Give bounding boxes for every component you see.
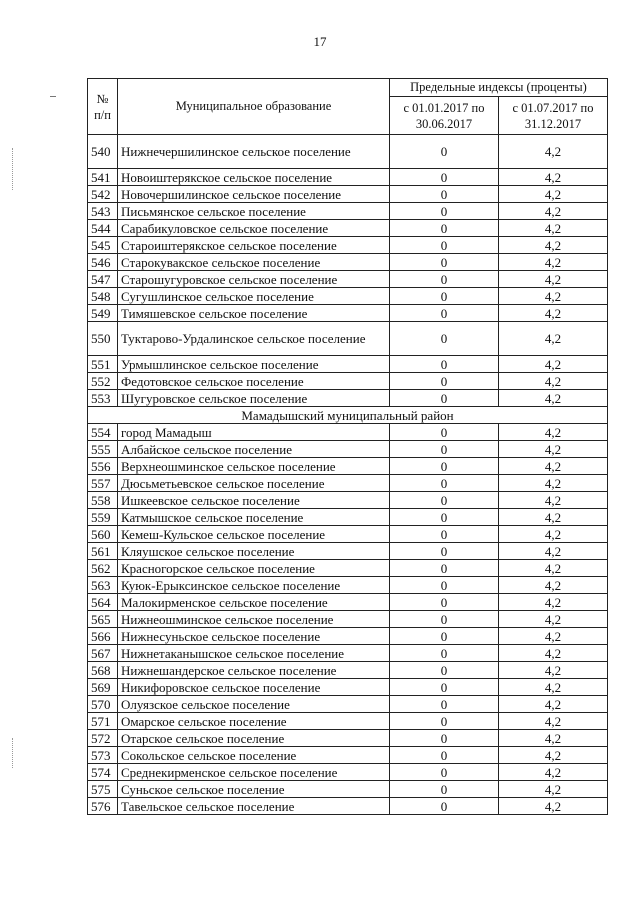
- municipality-name: Старокувакское сельское поселение: [118, 254, 390, 271]
- table-row: [88, 390, 608, 407]
- row-number: 576: [88, 798, 118, 815]
- municipality-name: Шугуровское сельское поселение: [118, 390, 390, 407]
- header-number: [88, 79, 118, 135]
- index-period-1: 0: [390, 135, 499, 169]
- table-row: [88, 730, 608, 747]
- margin-dots: [12, 738, 15, 768]
- table-row: [88, 169, 608, 186]
- table-row: [88, 577, 608, 594]
- index-period-2: 4,2: [499, 322, 608, 356]
- header-limit-indices: Предельные индексы (проценты): [390, 79, 608, 97]
- municipality-name: Красногорское сельское поселение: [118, 560, 390, 577]
- municipality-name: Катмышское сельское поселение: [118, 509, 390, 526]
- table-row: [88, 186, 608, 203]
- municipality-name: Новочершилинское сельское поселение: [118, 186, 390, 203]
- row-number: 565: [88, 611, 118, 628]
- index-period-1: 0: [390, 220, 499, 237]
- index-period-2: 4,2: [499, 747, 608, 764]
- table-row: [88, 135, 608, 169]
- index-period-1: 0: [390, 271, 499, 288]
- row-number: 572: [88, 730, 118, 747]
- indices-table: [87, 78, 608, 815]
- index-period-1: 0: [390, 679, 499, 696]
- municipality-name: Омарское сельское поселение: [118, 713, 390, 730]
- index-period-1: 0: [390, 492, 499, 509]
- table-row: [88, 305, 608, 322]
- row-number: 544: [88, 220, 118, 237]
- table-row: [88, 373, 608, 390]
- municipality-name: Тимяшевское сельское поселение: [118, 305, 390, 322]
- table-row: [88, 662, 608, 679]
- index-period-1: 0: [390, 373, 499, 390]
- table-row: [88, 679, 608, 696]
- row-number: 557: [88, 475, 118, 492]
- index-period-1: 0: [390, 730, 499, 747]
- index-period-2: 4,2: [499, 594, 608, 611]
- table-row: [88, 628, 608, 645]
- row-number: 566: [88, 628, 118, 645]
- index-period-2: 4,2: [499, 475, 608, 492]
- page-number: 17: [313, 34, 327, 49]
- municipality-name: Нижнечершилинское сельское поселение: [118, 135, 390, 169]
- municipality-name: Новоиштерякское сельское поселение: [118, 169, 390, 186]
- row-number: 552: [88, 373, 118, 390]
- municipality-name: Кляушское сельское поселение: [118, 543, 390, 560]
- table-row: [88, 713, 608, 730]
- index-period-2: 4,2: [499, 679, 608, 696]
- index-period-2: 4,2: [499, 186, 608, 203]
- municipality-name: Олуязское сельское поселение: [118, 696, 390, 713]
- row-number: 543: [88, 203, 118, 220]
- index-period-1: 0: [390, 526, 499, 543]
- municipality-name: Отарское сельское поселение: [118, 730, 390, 747]
- municipality-name: Урмышлинское сельское поселение: [118, 356, 390, 373]
- municipality-name: Никифоровское сельское поселение: [118, 679, 390, 696]
- index-period-2: 4,2: [499, 628, 608, 645]
- table-row: [88, 543, 608, 560]
- table-row: [88, 492, 608, 509]
- index-period-1: 0: [390, 237, 499, 254]
- index-period-2: 4,2: [499, 645, 608, 662]
- table-row: [88, 764, 608, 781]
- header-number-text: № п/п: [94, 91, 111, 122]
- table-row: [88, 798, 608, 815]
- index-period-1: 0: [390, 577, 499, 594]
- header-period-1-text: с 01.01.2017 по 30.06.2017: [403, 100, 485, 131]
- index-period-1: 0: [390, 696, 499, 713]
- index-period-1: 0: [390, 254, 499, 271]
- margin-dots: [12, 148, 15, 190]
- index-period-2: 4,2: [499, 509, 608, 526]
- row-number: 549: [88, 305, 118, 322]
- table-row: [88, 220, 608, 237]
- table-row: [88, 203, 608, 220]
- row-number: 568: [88, 662, 118, 679]
- index-period-1: 0: [390, 390, 499, 407]
- row-number: 548: [88, 288, 118, 305]
- municipality-name: Федотовское сельское поселение: [118, 373, 390, 390]
- table-body-after: [88, 424, 608, 815]
- table-row: [88, 696, 608, 713]
- table-row: [88, 645, 608, 662]
- table-row: [88, 237, 608, 254]
- index-period-2: 4,2: [499, 543, 608, 560]
- index-period-2: 4,2: [499, 220, 608, 237]
- municipality-name: Албайское сельское поселение: [118, 441, 390, 458]
- district-row: [88, 407, 608, 424]
- index-period-2: 4,2: [499, 458, 608, 475]
- municipality-name: Верхнеошминское сельское поселение: [118, 458, 390, 475]
- index-period-2: 4,2: [499, 696, 608, 713]
- municipality-name: Дюсьметьевское сельское поселение: [118, 475, 390, 492]
- table-row: [88, 288, 608, 305]
- district-title: Мамадышский муниципальный район: [88, 407, 608, 424]
- district-section: [88, 407, 608, 424]
- index-period-1: 0: [390, 305, 499, 322]
- row-number: 554: [88, 424, 118, 441]
- margin-mark: [50, 96, 56, 97]
- row-number: 542: [88, 186, 118, 203]
- index-period-2: 4,2: [499, 441, 608, 458]
- table-row: [88, 526, 608, 543]
- index-period-2: 4,2: [499, 526, 608, 543]
- index-period-1: 0: [390, 458, 499, 475]
- table-row: [88, 781, 608, 798]
- index-period-1: 0: [390, 203, 499, 220]
- index-period-2: 4,2: [499, 492, 608, 509]
- header-municipality: Муниципальное образование: [118, 79, 390, 135]
- table-body-before: [88, 135, 608, 407]
- municipality-name: Среднекирменское сельское поселение: [118, 764, 390, 781]
- index-period-2: 4,2: [499, 764, 608, 781]
- municipality-name: Нижнешандерское сельское поселение: [118, 662, 390, 679]
- municipality-name: Нижнетаканышское сельское поселение: [118, 645, 390, 662]
- table-row: [88, 424, 608, 441]
- index-period-1: 0: [390, 424, 499, 441]
- row-number: 573: [88, 747, 118, 764]
- row-number: 561: [88, 543, 118, 560]
- row-number: 547: [88, 271, 118, 288]
- row-number: 559: [88, 509, 118, 526]
- row-number: 567: [88, 645, 118, 662]
- index-period-2: 4,2: [499, 356, 608, 373]
- municipality-name: Суньское сельское поселение: [118, 781, 390, 798]
- index-period-1: 0: [390, 611, 499, 628]
- index-period-2: 4,2: [499, 288, 608, 305]
- row-number: 564: [88, 594, 118, 611]
- index-period-1: 0: [390, 713, 499, 730]
- index-period-2: 4,2: [499, 305, 608, 322]
- index-period-1: 0: [390, 322, 499, 356]
- municipality-name: Тавельское сельское поселение: [118, 798, 390, 815]
- table-row: [88, 560, 608, 577]
- index-period-1: 0: [390, 560, 499, 577]
- table-row: [88, 594, 608, 611]
- table-row: [88, 509, 608, 526]
- row-number: 556: [88, 458, 118, 475]
- table-row: [88, 747, 608, 764]
- index-period-1: 0: [390, 441, 499, 458]
- index-period-2: 4,2: [499, 237, 608, 254]
- index-period-2: 4,2: [499, 730, 608, 747]
- row-number: 560: [88, 526, 118, 543]
- index-period-1: 0: [390, 747, 499, 764]
- index-period-1: 0: [390, 169, 499, 186]
- table-row: [88, 611, 608, 628]
- index-period-1: 0: [390, 543, 499, 560]
- municipality-name: Сугушлинское сельское поселение: [118, 288, 390, 305]
- header-period-2: [499, 97, 608, 135]
- row-number: 551: [88, 356, 118, 373]
- row-number: 562: [88, 560, 118, 577]
- table-row: [88, 254, 608, 271]
- index-period-2: 4,2: [499, 373, 608, 390]
- municipality-name: Малокирменское сельское поселение: [118, 594, 390, 611]
- index-period-1: 0: [390, 645, 499, 662]
- index-period-1: 0: [390, 781, 499, 798]
- table-row: [88, 458, 608, 475]
- header-period-1: [390, 97, 499, 135]
- row-number: 571: [88, 713, 118, 730]
- municipality-name: Нижнеошминское сельское поселение: [118, 611, 390, 628]
- table-row: [88, 441, 608, 458]
- index-period-2: 4,2: [499, 203, 608, 220]
- municipality-name: Туктарово-Урдалинское сельское поселение: [118, 322, 390, 356]
- header-period-2-text: с 01.07.2017 по 31.12.2017: [512, 100, 594, 131]
- index-period-1: 0: [390, 475, 499, 492]
- municipality-name: Староиштерякское сельское поселение: [118, 237, 390, 254]
- index-period-2: 4,2: [499, 135, 608, 169]
- table-row: [88, 271, 608, 288]
- row-number: 540: [88, 135, 118, 169]
- index-period-1: 0: [390, 628, 499, 645]
- index-period-1: 0: [390, 186, 499, 203]
- index-period-2: 4,2: [499, 662, 608, 679]
- municipality-name: Письмянское сельское поселение: [118, 203, 390, 220]
- index-period-1: 0: [390, 798, 499, 815]
- municipality-name: Нижнесуньское сельское поселение: [118, 628, 390, 645]
- municipality-name: город Мамадыш: [118, 424, 390, 441]
- index-period-2: 4,2: [499, 424, 608, 441]
- row-number: 555: [88, 441, 118, 458]
- index-period-1: 0: [390, 662, 499, 679]
- row-number: 546: [88, 254, 118, 271]
- row-number: 558: [88, 492, 118, 509]
- index-period-2: 4,2: [499, 611, 608, 628]
- index-period-1: 0: [390, 288, 499, 305]
- municipality-name: Старошугуровское сельское поселение: [118, 271, 390, 288]
- row-number: 570: [88, 696, 118, 713]
- table-row: [88, 475, 608, 492]
- municipality-name: Сокольское сельское поселение: [118, 747, 390, 764]
- row-number: 553: [88, 390, 118, 407]
- municipality-name: Сарабикуловское сельское поселение: [118, 220, 390, 237]
- index-period-1: 0: [390, 594, 499, 611]
- index-period-2: 4,2: [499, 781, 608, 798]
- row-number: 545: [88, 237, 118, 254]
- index-period-1: 0: [390, 509, 499, 526]
- row-number: 569: [88, 679, 118, 696]
- municipality-name: Кемеш-Кульское сельское поселение: [118, 526, 390, 543]
- row-number: 541: [88, 169, 118, 186]
- municipality-name: Куюк-Ерыксинское сельское поселение: [118, 577, 390, 594]
- index-period-1: 0: [390, 764, 499, 781]
- index-period-1: 0: [390, 356, 499, 373]
- municipality-name: Ишкеевское сельское поселение: [118, 492, 390, 509]
- index-period-2: 4,2: [499, 271, 608, 288]
- row-number: 563: [88, 577, 118, 594]
- index-period-2: 4,2: [499, 254, 608, 271]
- table-row: [88, 322, 608, 356]
- row-number: 574: [88, 764, 118, 781]
- index-period-2: 4,2: [499, 713, 608, 730]
- index-period-2: 4,2: [499, 390, 608, 407]
- index-period-2: 4,2: [499, 169, 608, 186]
- index-period-2: 4,2: [499, 560, 608, 577]
- row-number: 550: [88, 322, 118, 356]
- index-period-2: 4,2: [499, 577, 608, 594]
- table-row: [88, 356, 608, 373]
- row-number: 575: [88, 781, 118, 798]
- index-period-2: 4,2: [499, 798, 608, 815]
